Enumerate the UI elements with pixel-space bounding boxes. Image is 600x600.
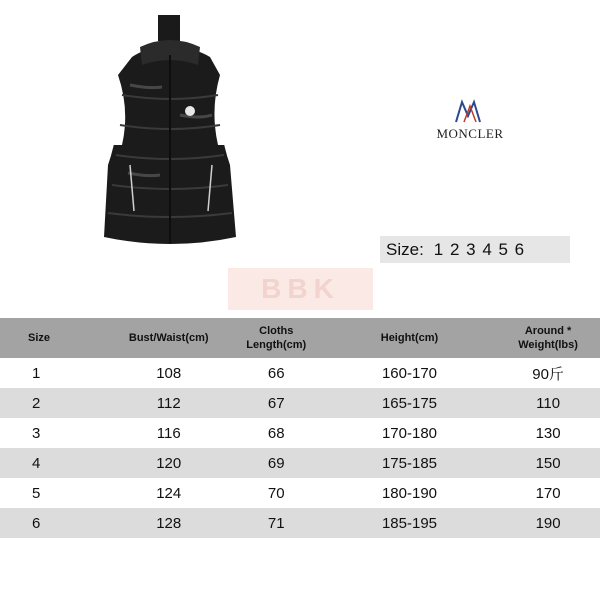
cell-bust: 112 [108,388,230,418]
cell-weight: 150 [496,448,600,478]
brand-name: MONCLER [436,126,504,141]
cell-weight: 130 [535,424,561,442]
moncler-logo-icon [452,98,488,124]
cell-height: 180-190 [381,484,438,502]
cell-size: 1 [32,364,41,382]
cell-bust: 128 [108,508,230,538]
cell-size: 5 [32,484,41,502]
cell-height: 160-170 [381,364,438,382]
header-cloths-length: Cloths Length(cm) [230,318,323,358]
cell-weight: 190 [496,508,600,538]
header-height: Height(cm) [323,318,496,358]
table-row [0,418,600,448]
cell-weight: 170 [535,484,561,502]
cell-size: 2 [0,388,108,418]
cell-height: 165-175 [323,388,496,418]
product-image-vest [70,15,270,250]
header-size: Size [0,318,108,358]
brand-logo [420,98,520,158]
cell-length: 66 [267,364,285,382]
available-sizes [380,236,570,263]
cell-length: 71 [230,508,323,538]
header-bust-waist: Bust/Waist(cm) [108,318,230,358]
table-row [0,388,600,418]
cell-length: 68 [267,424,285,442]
watermark: BBK [228,268,373,310]
cell-size: 3 [32,424,41,442]
size-values: 1 2 3 4 5 6 [433,239,526,259]
cell-length: 70 [267,484,285,502]
cell-size: 4 [0,448,108,478]
size-label: Size: [386,239,424,259]
cell-bust: 120 [108,448,230,478]
table-header-row [0,318,600,358]
cell-size: 6 [0,508,108,538]
header-weight: Around * Weight(lbs) [496,318,600,358]
table-row [0,358,600,388]
cell-weight: 90斤 [532,365,564,383]
cell-height: 185-195 [323,508,496,538]
table-row [0,478,600,508]
cell-bust: 124 [156,484,182,502]
size-chart-table [0,318,600,538]
cell-bust: 116 [156,424,181,442]
cell-length: 69 [230,448,323,478]
cell-bust: 108 [156,364,182,382]
cell-height: 175-185 [323,448,496,478]
cell-height: 170-180 [381,424,438,442]
table-row [0,508,600,538]
cell-length: 67 [230,388,323,418]
cell-weight: 110 [496,388,600,418]
table-row [0,448,600,478]
